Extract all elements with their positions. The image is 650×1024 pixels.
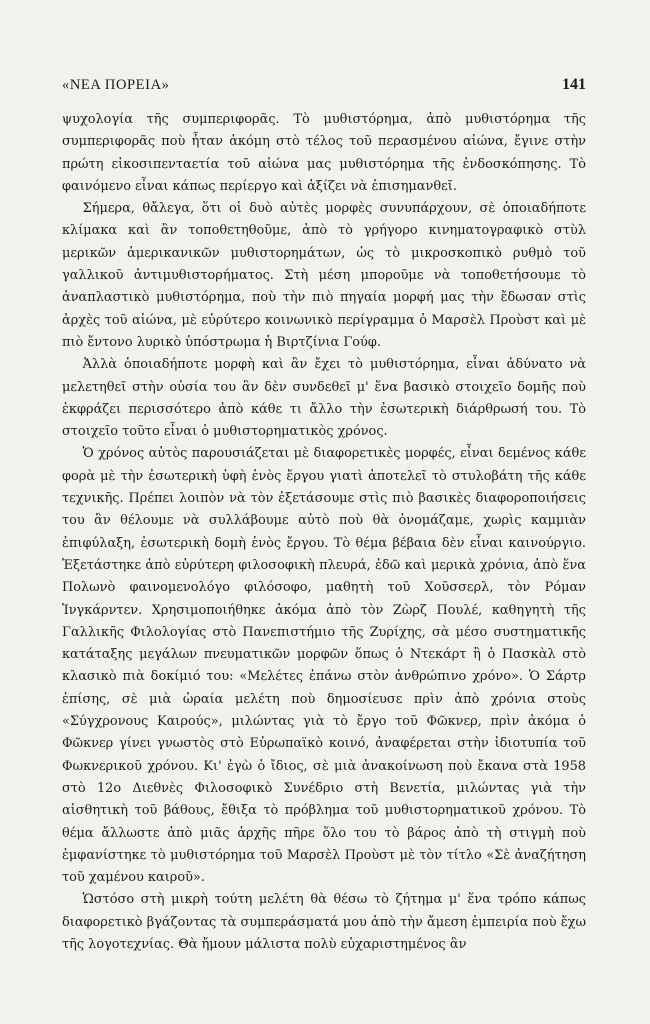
paragraph: Σήμερα, θἄλεγα, ὅτι οἱ δυὸ αὐτὲς μορφὲς συνυπάρχουν, σὲ ὁποιαδήποτε κλίμακα καὶ ἂν τοποθετηθοῦμε, ἀπὸ τὸ γρήγορο κινηματογραφικὸ στὺλ μερικῶν ἀμερικανικῶν μυθιστορημάτων, ὡς τὸ μικροσκοπικὸ ρυθμὸ τοῦ γαλλικοῦ ἀντιμυθιστορήματος. Στὴ μέση μποροῦμε νὰ τοποθετήσουμε τὸ ἀναπλαστικὸ μυθιστόρημα, ποὺ τὴν πιὸ πηγαία μορφή μας τὴν ἔδωσαν στὶς ἀρχὲς τοῦ αἰώνα, μὲ εὐρύτερο κοινωνικὸ περίγραμμα ὁ Μαρσὲλ Προὺστ καὶ μὲ πιὸ ἔντονο λυρικὸ ὑπόστρωμα ἡ Βιρτζίνια Γούφ. xyxy=(62,201,586,350)
paragraph: Ἀλλὰ ὁποιαδήποτε μορφὴ καὶ ἂν ἔχει τὸ μυθιστόρημα, εἶναι ἀδύνατο νὰ μελετηθεῖ στὴν οὐσία του ἂν δὲν συνδεθεῖ μ' ἕνα βασικὸ στοιχεῖο δομῆς ποὺ ἐκφράζει περισσότερο ἀπὸ κάθε τι ἄλλο τὴν ἐσωτερικὴ διάρθρωσή του. Τὸ στοιχεῖο τοῦτο εἶναι ὁ μυθιστορηματικὸς χρόνος. xyxy=(62,357,586,440)
running-head xyxy=(62,76,586,94)
paragraph-continuation: ψυχολογία τῆς συμπεριφορᾶς. Τὸ μυθιστόρημα, ἀπὸ μυθιστόρημα τῆς συμπεριφορᾶς ποὺ ἦταν ἀκόμη στὸ τέλος τοῦ περασμένου αἰώνα, ἔγινε στὴν πρώτη εἰκοσιπενταετία τοῦ αἰώνα μας μυθιστόρημα τῆς ἐνδοσκόπησης. Τὸ φαινόμενο εἶναι κάπως περίεργο καὶ ἀξίζει νὰ ἐπισημανθεῖ. xyxy=(62,112,586,194)
body-text xyxy=(62,109,586,956)
page-number: 141 xyxy=(562,76,586,93)
paragraph: Ὡστόσο στὴ μικρὴ τούτη μελέτη θὰ θέσω τὸ ζήτημα μ' ἕνα τρόπο κάπως διαφορετικὸ βγάζοντας τὰ συμπεράσματά μου ἀπὸ τὴν ἄμεση ἐμπειρία ποὺ ἔχω τῆς λογοτεχνίας. Θὰ ἤμουν μάλιστα πολὺ εὐχαριστημένος ἂν xyxy=(62,892,586,952)
journal-title: «ΝΕΑ ΠΟΡΕΙΑ» xyxy=(62,77,170,93)
paragraph: Ὁ χρόνος αὐτὸς παρουσιάζεται μὲ διαφορετικὲς μορφές, εἶναι δεμένος κάθε φορὰ μὲ τὴν ἐσωτερικὴ ὑφὴ ἑνὸς ἔργου γιατὶ ἀποτελεῖ τὸ στυλοβάτη τῆς κάθε τεχνικῆς. Πρέπει λοιπὸν νὰ τὸν ἐξετάσουμε στὶς πιὸ βασικὲς διαφοροποιήσεις του ἂν θέλουμε νὰ συλλάβουμε αὐτὸ ποὺ θὰ ὀνομάζαμε, χωρὶς καμμιὰν ἐπιφύλαξη, ἐσωτερικὴ δομὴ ἑνὸς ἔργου. Τὸ θέμα βέβαια δὲν εἶναι καινούργιο. Ἐξετάστηκε ἀπὸ εὐρύτερη φιλοσοφικὴ πλευρά, ἐδῶ καὶ μερικὰ χρόνια, ἀπὸ ἕνα Πολωνὸ φαινομενολόγο φιλόσοφο, μαθητὴ τοῦ Χοῦσσερλ, τὸν Ρόμαν Ἰνγκάρντεν. Χρησιμοποιήθηκε ἀκόμα ἀπὸ τὸν Ζὼρζ Πουλέ, καθηγητὴ τῆς Γαλλικῆς Φιλολογίας στὸ Πανεπιστήμιο τῆς Ζυρίχης, σὰ μέσο συστηματικῆς κατάταξης μεγάλων πνευματικῶν μορφῶν ὅπως ὁ Ντεκάρτ ἢ ὁ Πασκὰλ στὸ κλασικὸ πιὰ δοκίμιό του: «Μελέτες ἐπάνω στὸν ἀνθρώπινο χρόνο». Ὁ Σάρτρ ἐπίσης, σὲ μιὰ ὡραία μελέτη ποὺ δημοσίευσε πρὶν ἀπὸ χρόνια στοὺς «Σύγχρονους Καιρούς», μιλώντας γιὰ τὸ ἔργο τοῦ Φῶκνερ, πρὶν ἀκόμα ὁ Φῶκνερ γίνει γνωστὸς στὸ Εὐρωπαϊκὸ κοινό, ἀναφέρεται στὴν ἰδιοτυπία τοῦ Φωκνερικοῦ χρόνου. Κι' ἐγὼ ὁ ἴδιος, σὲ μιὰ ἀνακοίνωση ποὺ ἔκανα στὰ 1958 στὸ 12ο Διεθνὲς Φιλοσοφικὸ Συνέδριο στὴ Βενετία, μιλώντας γιὰ τὴν αἰσθητικὴ τοῦ βάθους, ἔθιξα τὸ πρόβλημα τοῦ μυθιστορηματικοῦ χρόνου. Τὸ θέμα ἄλλωστε ἀπὸ μιᾶς ἀρχῆς πῆρε ὅλο του τὸ βάρος ἀπὸ τὴ στιγμὴ ποὺ ἐμφανίστηκε τὸ μυθιστόρημα τοῦ Μαρσὲλ Προὺστ μὲ τὸν τίτλο «Σὲ ἀναζήτηση τοῦ χαμένου καιροῦ». xyxy=(62,446,586,886)
